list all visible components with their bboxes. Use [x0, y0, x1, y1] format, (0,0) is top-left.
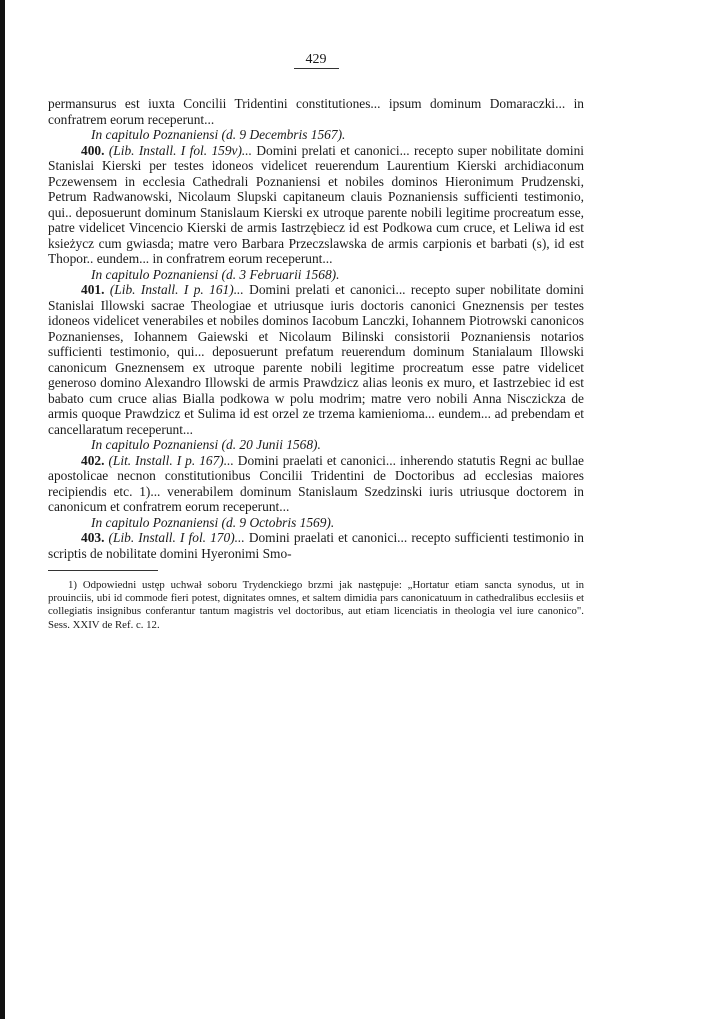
- entry-number: 402.: [81, 452, 105, 468]
- footnote: 1) Odpowiedni ustęp uchwał soboru Trydenckiego brzmi jak następuje: „Hortatur etiam sancta synodus, ut in prouinciis, ubi id commode fieri potest, dignitates omnes, et saltem dimidia pars canonicatuum in cathedralibus ecclesiis et collegiatis insignibus conferantur tantum magistris vel doctoribus, aut etiam licenciatis in theologia vel iure canonico". Sess. XXIV de Ref. c. 12.: [48, 579, 584, 631]
- section-heading: In capitulo Poznaniensi (d. 9 Decembris 1567).: [91, 127, 346, 142]
- section-heading: In capitulo Poznaniensi (d. 9 Octobris 1569).: [91, 514, 335, 530]
- entry-402: [48, 453, 584, 515]
- section-heading: In capitulo Poznaniensi (d. 3 Februarii 1568).: [91, 266, 340, 282]
- section-heading: In capitulo Poznaniensi (d. 20 Junii 1568).: [91, 437, 321, 452]
- scan-edge: [0, 0, 5, 1019]
- entry-text: Domini praelati et canonici... inherendo statutis Regni ac bullae apostolicae necnon constitutionibus Concilii Tridentini de Doctoribus ad ecclesias maiores recipiendis etc. 1)... venerabilem dominum Stanislaum Szedzinski iuris utriusque doctorem in canonicum et confratrem eorum receperunt...: [48, 452, 584, 514]
- entry-reference: (Lib. Install. I fol. 159v)...: [108, 142, 252, 158]
- entry-number: 403.: [81, 530, 105, 545]
- entry-400: [48, 143, 584, 267]
- entry-reference: (Lib. Install. I p. 161)...: [109, 282, 244, 297]
- entry-number: 400.: [81, 142, 105, 158]
- entry-403: [48, 530, 584, 561]
- entry-text: Domini praelati et canonici... recepto sufficienti testimonio in scriptis de nobilitate domini Hyeronimi Smo-: [48, 530, 584, 561]
- footnote-rule: [48, 570, 158, 571]
- entry-text: Domini prelati et canonici... recepto super nobilitate domini Stanislai Kierski per testes idoneos videlicet reuerendum Laurentium Kierski archidiaconum Pczewensem in ecclesia Cathedrali Poznaniensi et nobiles dominos Hieronimum Prudzenski, Petrum Radwanowski, Nicolaum Slupski capitaneum clauis Poznaniensis sufficienti testimonio, qui.. deposuerunt dominum Stanislaum Kierski ex utroque parente nobili legitime procreatum esse, patre videlicet Vincencio Kierski de armis Iastrzębiecz id est Podkowa cum cruce, et Leliwa id est ksieżycz cum gwiasda; matre vero Barbara Przeczslawska de armis carpionis et barbati (s), id est Thopor.. eundem... in confratrem eorum receperunt...: [48, 142, 584, 266]
- entry-reference: (Lit. Install. I p. 167)...: [108, 452, 234, 468]
- page-number: 429: [48, 52, 584, 68]
- entry-number: 401.: [81, 282, 105, 297]
- entry-text: Domini prelati et canonici... recepto super nobilitate domini Stanislai Illowski sacrae Theologiae et utriusque iuris doctoris canonici Gneznensis per testes idoneos videlicet venerabiles et nobiles dominos Iacobum Lanczki, Iohannem Piotrowski canonicos Poznanienses, Iohannem Gaiewski et Nicolaum Bilinski consistorii Poznaniensis notarios sufficienti testimonio, qui... deposuerunt prefatum reuerendum dominum Stanialaum Illowski canonicum Gneznensem ex utroque parente nobili legitime procreatum esse patre videlicet generoso domino Alexandro Illowski de armis Prawdzicz alias leonis ex muro, et Iastrzebiec id est babato cum cruce alias Bialla podkowa w polu modrim; matre vero nobili Anna Nisczickza de armis quoque Prawdzicz et Sulima id est orzel ze trzema kamienioma... eundem... ad prebendam et cancellaratum receperunt...: [48, 282, 584, 437]
- entry-reference: (Lib. Install. I fol. 170)...: [108, 530, 245, 545]
- main-text: [48, 96, 584, 561]
- document-page: [48, 52, 584, 632]
- continuation-paragraph: permansurus est iuxta Concilii Tridentini constitutiones... ipsum dominum Domaraczki... in confratrem eorum receperunt...: [48, 96, 584, 127]
- entry-401: [48, 282, 584, 437]
